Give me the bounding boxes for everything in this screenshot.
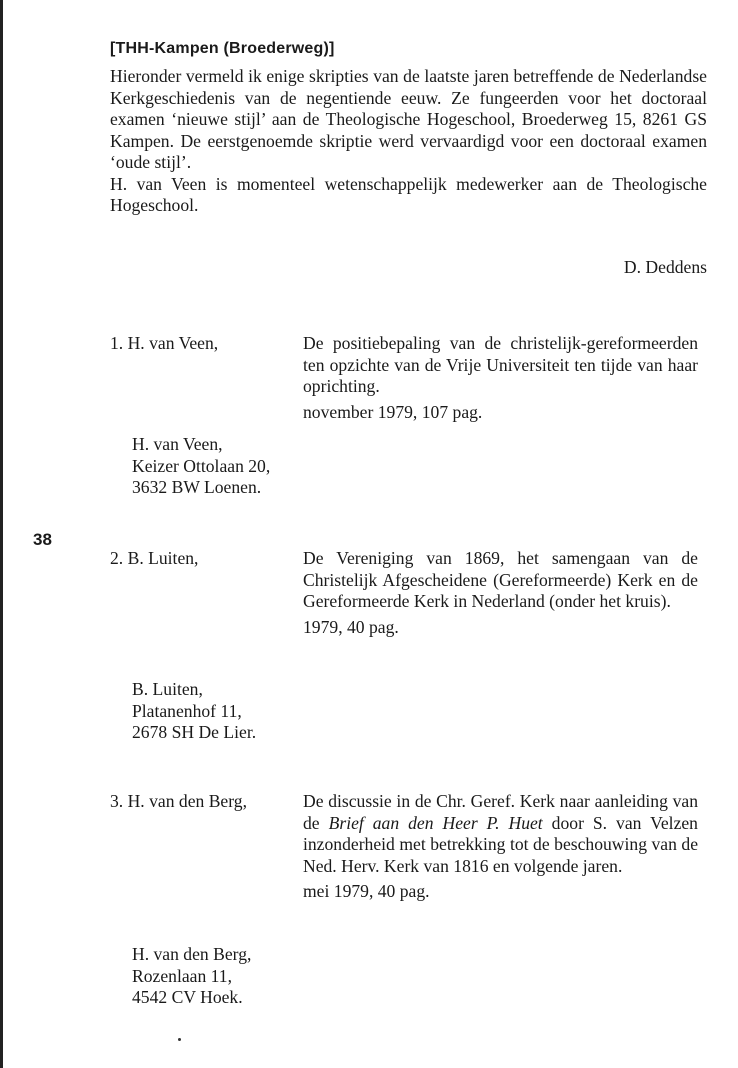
- page-edge-rule: [0, 0, 3, 1068]
- entry-title-text-end: door S. van Velzen inzonderheid met betrekking tot de beschouwing van de Ned. Herv. Kerk van 1816 en volgende jaren.: [303, 812, 698, 876]
- stray-dot: [178, 1038, 181, 1041]
- entry-title-text-start: De discussie in de Chr. Geref. Kerk naar aanleiding van de: [303, 791, 698, 833]
- intro-paragraph-2: H. van Veen is momenteel wetenschappelijk medewerker aan de Theologische Hogeschool.: [110, 173, 707, 215]
- address-line: B. Luiten,: [132, 679, 203, 699]
- address-line: 4542 CV Hoek.: [132, 987, 243, 1007]
- entry-title: [303, 548, 698, 638]
- entry-address: [132, 679, 256, 744]
- intro-text: [110, 66, 707, 217]
- address-line: H. van den Berg,: [132, 944, 252, 964]
- entry-title-italic: Brief aan den Heer P. Huet: [328, 812, 543, 833]
- address-line: Keizer Ottolaan 20,: [132, 455, 271, 476]
- signature: D. Deddens: [623, 257, 707, 277]
- address-line: Rozenlaan 11,: [132, 965, 232, 986]
- address-line: Platanenhof 11,: [132, 700, 242, 721]
- entry-date: november 1979, 107 pag.: [303, 401, 483, 422]
- entry-date: mei 1979, 40 pag.: [303, 881, 430, 901]
- entry-address: [132, 434, 270, 499]
- address-line: 2678 SH De Lier.: [132, 722, 257, 742]
- section-header: [THH-Kampen (Broederweg)]: [110, 40, 335, 57]
- address-line: H. van Veen,: [132, 434, 223, 454]
- address-line: 3632 BW Loenen.: [132, 477, 262, 497]
- entry-author: 2. B. Luiten,: [110, 548, 199, 568]
- entry-date: 1979, 40 pag.: [303, 616, 399, 637]
- entry-title: [303, 333, 698, 423]
- entry-title-text: De Vereniging van 1869, het samengaan van de Christelijk Afgescheidene (Gereformeerde) Kerk en de Gereformeerde Kerk in Nederland (onder het kruis).: [303, 548, 698, 611]
- entry-title-text: De positiebepaling van de christelijk-gereformeerden ten opzichte van de Vrije Universiteit ten tijde van haar oprichting.: [303, 333, 698, 396]
- intro-paragraph-1: Hieronder vermeld ik enige skripties van de laatste jaren betreffende de Nederlandse Kerkgeschiedenis van de negentiende eeuw. Ze fungeerden voor het doctoraal examen ‘nieuwe stijl’ aan de Theologische Hogeschool, Broederweg 15, 8261 GS Kampen. De eerstgenoemde skriptie werd vervaardigd voor een doctoraal examen ‘oude stijl’.: [110, 66, 707, 172]
- entry-author: 1. H. van Veen,: [110, 333, 219, 353]
- entry-author: 3. H. van den Berg,: [110, 791, 247, 811]
- entry-address: [132, 944, 251, 1009]
- entry-title: [303, 791, 698, 903]
- page-number: 38: [33, 530, 52, 549]
